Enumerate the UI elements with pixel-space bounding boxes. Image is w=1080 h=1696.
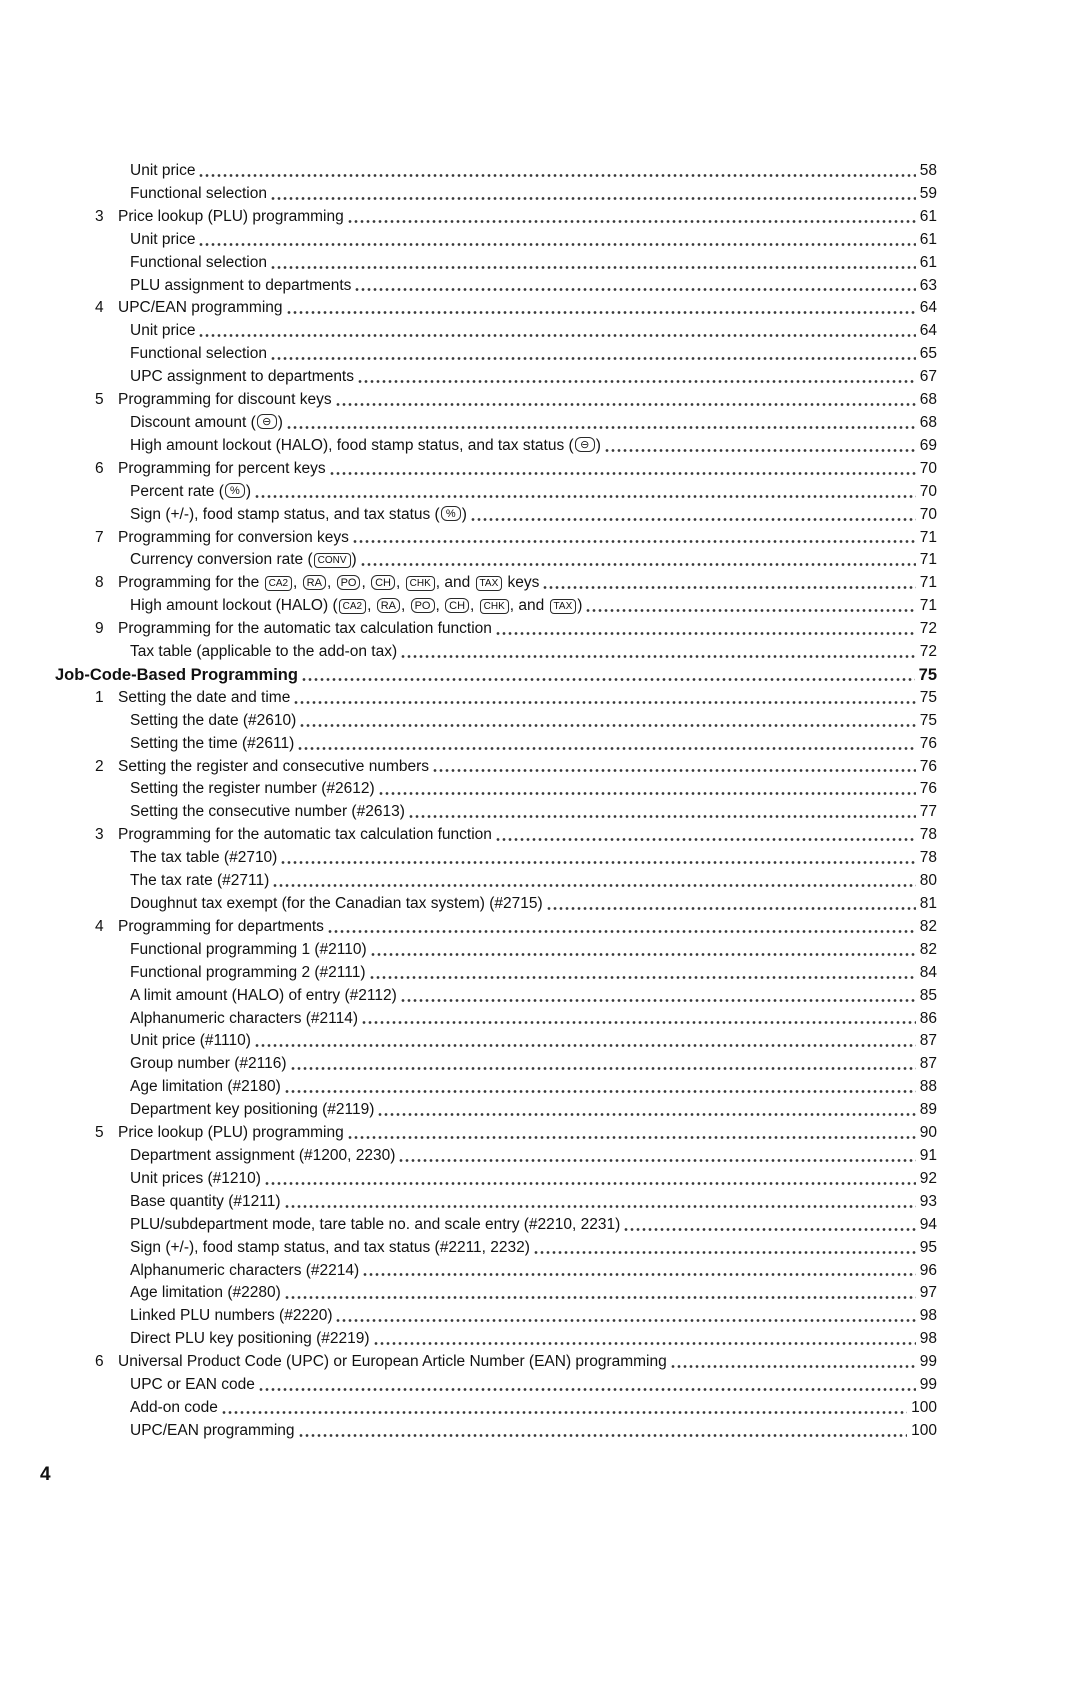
discount-key-icon: ⊖ bbox=[575, 437, 595, 452]
dot-leader bbox=[336, 402, 916, 407]
toc-entry-label: UPC/EAN programming bbox=[130, 1421, 295, 1439]
dot-leader bbox=[543, 585, 915, 590]
toc-entry-label: Base quantity (#1211) bbox=[130, 1192, 281, 1210]
toc-entry-page: 96 bbox=[919, 1261, 937, 1279]
toc-entry-label: Tax table (applicable to the add-on tax) bbox=[130, 643, 398, 661]
toc-entry bbox=[55, 1099, 937, 1122]
toc-entry bbox=[55, 893, 937, 916]
conv-key-icon: CONV bbox=[314, 553, 351, 568]
toc-entry-label: Setting the register and consecutive numbers bbox=[118, 757, 430, 775]
toc-entry bbox=[55, 1168, 937, 1191]
ca2-key-icon: CA2 bbox=[339, 599, 366, 614]
dot-leader bbox=[534, 1250, 916, 1255]
toc-entry-page: 67 bbox=[919, 368, 937, 386]
toc-entry-page: 68 bbox=[919, 391, 937, 409]
toc-entry bbox=[55, 1260, 937, 1283]
toc-entry-page: 71 bbox=[919, 551, 937, 569]
toc-entry bbox=[55, 1282, 937, 1305]
toc-entry bbox=[55, 297, 937, 320]
toc-entry bbox=[55, 206, 937, 229]
toc-entry-label: Percent rate ( % ) bbox=[130, 482, 252, 500]
po-key-icon: PO bbox=[411, 598, 435, 613]
toc-entry-label: Programming for departments bbox=[118, 917, 324, 935]
dot-leader bbox=[299, 1433, 908, 1438]
toc-entry-label: Price lookup (PLU) programming bbox=[118, 207, 344, 225]
toc-entry-label: UPC/EAN programming bbox=[118, 299, 283, 317]
po-key-icon: PO bbox=[337, 575, 361, 590]
dot-leader bbox=[285, 1204, 916, 1209]
toc-entry-label: Direct PLU key positioning (#2219) bbox=[130, 1330, 370, 1348]
toc-entry-page: 58 bbox=[919, 162, 937, 179]
toc-entry bbox=[55, 366, 937, 389]
toc-entry-label: Unit price bbox=[130, 162, 196, 179]
toc-entry-page: 81 bbox=[919, 895, 937, 912]
toc-entry bbox=[55, 549, 937, 572]
dot-leader bbox=[496, 631, 916, 636]
toc-entry-label: Programming for the automatic tax calculation function bbox=[118, 620, 492, 638]
dot-leader bbox=[199, 173, 915, 178]
toc-entry-page: 70 bbox=[919, 482, 937, 500]
toc-entry bbox=[55, 1053, 937, 1076]
toc-entry bbox=[55, 343, 937, 366]
toc-entry-label: Programming for conversion keys bbox=[118, 528, 349, 546]
toc-entry bbox=[55, 641, 937, 664]
toc-entry-page: 89 bbox=[919, 1101, 937, 1119]
dot-leader bbox=[302, 677, 915, 682]
toc-entry-page: 59 bbox=[919, 184, 937, 202]
dot-leader bbox=[287, 310, 916, 315]
toc-entry bbox=[55, 916, 937, 939]
toc-entry-page: 72 bbox=[919, 620, 937, 638]
toc-entry-label: Functional selection bbox=[130, 345, 267, 363]
dot-leader bbox=[496, 837, 916, 842]
percent-key-icon: % bbox=[225, 483, 245, 498]
dot-leader bbox=[291, 1066, 916, 1071]
toc-entry-page: 77 bbox=[919, 803, 937, 821]
toc-entry-page: 71 bbox=[919, 597, 937, 615]
toc-entry-page: 90 bbox=[919, 1124, 937, 1142]
dot-leader bbox=[586, 608, 915, 613]
toc-entry-label: Alphanumeric characters (#2114) bbox=[130, 1009, 359, 1027]
toc-entry-page: 98 bbox=[919, 1307, 937, 1325]
dot-leader bbox=[273, 883, 915, 888]
toc-section bbox=[55, 664, 937, 687]
toc-entry-page: 76 bbox=[919, 757, 937, 775]
toc-entry-label: Currency conversion rate ( CONV ) bbox=[130, 551, 357, 569]
toc-entry-page: 97 bbox=[919, 1284, 937, 1302]
toc-entry bbox=[55, 1076, 937, 1099]
toc-entry bbox=[55, 572, 937, 595]
toc-entry-page: 63 bbox=[919, 276, 937, 294]
toc-entry-label: Unit price bbox=[130, 322, 196, 340]
chk-key-icon: CHK bbox=[480, 599, 509, 614]
dot-leader bbox=[348, 219, 916, 224]
toc-entry bbox=[55, 687, 937, 710]
toc-entry bbox=[55, 320, 937, 343]
dot-leader bbox=[285, 1295, 916, 1300]
toc-entry bbox=[55, 847, 937, 870]
dot-leader bbox=[378, 1112, 915, 1117]
toc-entry-page: 61 bbox=[919, 230, 937, 248]
toc-entry-page: 64 bbox=[919, 322, 937, 340]
dot-leader bbox=[409, 814, 916, 819]
toc-entry-page: 94 bbox=[919, 1215, 937, 1233]
toc-entry-page: 91 bbox=[919, 1146, 937, 1164]
toc-entry bbox=[55, 1008, 937, 1031]
toc-entry bbox=[55, 939, 937, 962]
dot-leader bbox=[336, 1318, 915, 1323]
dot-leader bbox=[362, 1020, 916, 1025]
toc-entry-page: 98 bbox=[919, 1330, 937, 1348]
toc-entry bbox=[55, 1305, 937, 1328]
toc-entry-label: Unit prices (#1210) bbox=[130, 1169, 261, 1187]
dot-leader bbox=[294, 700, 915, 705]
toc-list bbox=[55, 160, 937, 1443]
toc-entry-label: Functional programming 1 (#2110) bbox=[130, 940, 367, 958]
toc-entry bbox=[55, 756, 937, 779]
toc-entry bbox=[55, 1397, 937, 1420]
toc-entry-page: 78 bbox=[919, 826, 937, 844]
toc-entry-label: Age limitation (#2280) bbox=[130, 1284, 281, 1302]
toc-entry-page: 76 bbox=[919, 734, 937, 752]
toc-entry-label: Unit price (#1110) bbox=[130, 1032, 251, 1050]
toc-entry-number: 4 bbox=[95, 917, 104, 935]
toc-entry-page: 75 bbox=[919, 711, 937, 729]
toc-entry-label: Alphanumeric characters (#2214) bbox=[130, 1261, 360, 1279]
toc-entry-label: Setting the consecutive number (#2613) bbox=[130, 803, 405, 821]
toc-entry-label: The tax rate (#2711) bbox=[130, 872, 270, 890]
toc-entry-page: 70 bbox=[919, 505, 937, 523]
toc-entry bbox=[55, 1374, 937, 1397]
chk-key-icon: CHK bbox=[406, 576, 435, 591]
dot-leader bbox=[374, 1341, 916, 1346]
toc-entry-label: PLU assignment to departments bbox=[130, 276, 352, 294]
toc-entry-page: 99 bbox=[919, 1353, 937, 1371]
toc-entry-label: Add-on code bbox=[130, 1398, 218, 1416]
toc-entry-page: 78 bbox=[919, 849, 937, 867]
toc-entry bbox=[55, 801, 937, 824]
toc-entry-label: Discount amount ( ⊖ ) bbox=[130, 413, 283, 431]
dot-leader bbox=[371, 952, 916, 957]
toc-entry-label: The tax table (#2710) bbox=[130, 849, 278, 867]
toc-entry bbox=[55, 870, 937, 893]
toc-entry bbox=[55, 733, 937, 756]
dot-leader bbox=[370, 975, 916, 980]
dot-leader bbox=[379, 791, 916, 796]
toc-entry-page: 75 bbox=[918, 665, 937, 684]
dot-leader bbox=[355, 287, 915, 292]
dot-leader bbox=[363, 1272, 916, 1277]
toc-entry-number: 8 bbox=[95, 574, 104, 592]
toc-entry-label: Linked PLU numbers (#2220) bbox=[130, 1307, 333, 1325]
toc-entry-label: Programming for discount keys bbox=[118, 391, 332, 409]
dot-leader bbox=[358, 379, 916, 384]
ra-key-icon: RA bbox=[377, 598, 400, 613]
ch-key-icon: CH bbox=[445, 598, 469, 613]
toc-entry bbox=[55, 389, 937, 412]
toc-entry-label: UPC or EAN code bbox=[130, 1376, 255, 1394]
dot-leader bbox=[199, 242, 915, 247]
toc-entry-page: 80 bbox=[919, 872, 937, 890]
toc-entry bbox=[55, 458, 937, 481]
toc-entry bbox=[55, 824, 937, 847]
toc-entry-page: 87 bbox=[919, 1055, 937, 1073]
dot-leader bbox=[401, 998, 916, 1003]
toc-entry-page: 75 bbox=[919, 688, 937, 706]
dot-leader bbox=[265, 1181, 916, 1186]
toc-entry-label: Unit price bbox=[130, 230, 196, 248]
toc-entry-number: 1 bbox=[95, 688, 104, 706]
discount-key-icon: ⊖ bbox=[257, 414, 277, 429]
toc-entry-label: A limit amount (HALO) of entry (#2112) bbox=[130, 986, 397, 1004]
dot-leader bbox=[433, 768, 916, 773]
toc-entry bbox=[55, 229, 937, 252]
toc-entry bbox=[55, 1237, 937, 1260]
toc-entry-label: Programming for the automatic tax calculation function bbox=[118, 826, 492, 844]
toc-entry-label: Sign (+/-), food stamp status, and tax status ( % ) bbox=[130, 505, 467, 523]
toc-entry-label: Department assignment (#1200, 2230) bbox=[130, 1146, 396, 1164]
toc-entry-number: 7 bbox=[95, 528, 104, 546]
toc-entry-label: Functional programming 2 (#2111) bbox=[130, 963, 366, 981]
toc-entry-label: Price lookup (PLU) programming bbox=[118, 1124, 344, 1142]
dot-leader bbox=[271, 196, 916, 201]
toc-entry-page: 82 bbox=[919, 940, 937, 958]
page-number: 4 bbox=[40, 1464, 51, 1485]
toc-entry bbox=[55, 527, 937, 550]
toc-entry-page: 84 bbox=[919, 963, 937, 981]
toc-entry-page: 71 bbox=[919, 574, 937, 592]
toc-entry-number: 3 bbox=[95, 826, 104, 844]
dot-leader bbox=[399, 1158, 915, 1163]
toc-entry-page: 76 bbox=[919, 780, 937, 798]
toc-entry bbox=[55, 252, 937, 275]
toc-entry-number: 9 bbox=[95, 620, 104, 638]
toc-entry-page: 95 bbox=[919, 1238, 937, 1256]
toc-entry-label: Job-Code-Based Programming bbox=[55, 665, 298, 684]
ch-key-icon: CH bbox=[371, 575, 395, 590]
toc-entry-label: Sign (+/-), food stamp status, and tax status (#2211, 2232) bbox=[130, 1238, 530, 1256]
dot-leader bbox=[671, 1364, 916, 1369]
toc-entry-label: PLU/subdepartment mode, tare table no. and scale entry (#2210, 2231) bbox=[130, 1215, 621, 1233]
dot-leader bbox=[547, 906, 916, 911]
toc-entry bbox=[55, 595, 937, 618]
toc-entry-page: 72 bbox=[919, 643, 937, 661]
toc-entry-page: 61 bbox=[919, 253, 937, 271]
toc-entry-page: 88 bbox=[919, 1078, 937, 1096]
toc-entry bbox=[55, 1191, 937, 1214]
dot-leader bbox=[361, 562, 916, 567]
tax-key-icon: TAX bbox=[476, 576, 503, 591]
toc-entry-page: 65 bbox=[919, 345, 937, 363]
dot-leader bbox=[281, 860, 915, 865]
dot-leader bbox=[271, 265, 916, 270]
toc-entry-page: 93 bbox=[919, 1192, 937, 1210]
toc-entry bbox=[55, 710, 937, 733]
toc-entry-page: 69 bbox=[919, 436, 937, 454]
toc-entry-label: Department key positioning (#2119) bbox=[130, 1101, 375, 1119]
toc-entry bbox=[55, 160, 937, 183]
toc-entry bbox=[55, 1328, 937, 1351]
toc-entry-page: 64 bbox=[919, 299, 937, 317]
toc-entry bbox=[55, 435, 937, 458]
toc-entry-label: Setting the date and time bbox=[118, 688, 291, 706]
dot-leader bbox=[285, 1089, 916, 1094]
ra-key-icon: RA bbox=[303, 575, 326, 590]
toc-entry bbox=[55, 504, 937, 527]
dot-leader bbox=[328, 929, 916, 934]
dot-leader bbox=[471, 517, 916, 522]
toc-entry-label: Group number (#2116) bbox=[130, 1055, 287, 1073]
toc-entry bbox=[55, 618, 937, 641]
toc-entry bbox=[55, 183, 937, 206]
dot-leader bbox=[271, 356, 916, 361]
toc-entry-label: Setting the time (#2611) bbox=[130, 734, 295, 752]
toc-entry-label: High amount lockout (HALO), food stamp status, and tax status ( ⊖ ) bbox=[130, 436, 601, 454]
toc-entry-label: Functional selection bbox=[130, 184, 267, 202]
toc-entry bbox=[55, 275, 937, 298]
dot-leader bbox=[222, 1410, 907, 1415]
toc-entry-page: 70 bbox=[919, 459, 937, 477]
toc-entry bbox=[55, 1145, 937, 1168]
dot-leader bbox=[287, 425, 916, 430]
toc-entry bbox=[55, 412, 937, 435]
toc-entry-number: 6 bbox=[95, 1353, 104, 1371]
toc-entry-page: 61 bbox=[919, 207, 937, 225]
toc-entry-number: 3 bbox=[95, 207, 104, 225]
toc-entry-page: 100 bbox=[911, 1421, 937, 1439]
toc-entry-number: 5 bbox=[95, 391, 104, 409]
toc-entry-label: Programming for the CA2 , RA , PO , CH , CHK , and TAX keys bbox=[118, 574, 540, 592]
dot-leader bbox=[401, 654, 916, 659]
toc-entry bbox=[55, 1351, 937, 1374]
toc-entry-label: Universal Product Code (UPC) or European Article Number (EAN) programming bbox=[118, 1353, 667, 1371]
toc-entry-page: 92 bbox=[919, 1169, 937, 1187]
toc-entry bbox=[55, 1214, 937, 1237]
toc-entry-number: 2 bbox=[95, 757, 104, 775]
percent-key-icon: % bbox=[441, 506, 461, 521]
dot-leader bbox=[259, 1387, 916, 1392]
toc-entry-label: Setting the date (#2610) bbox=[130, 711, 297, 729]
dot-leader bbox=[348, 1135, 916, 1140]
toc-entry bbox=[55, 481, 937, 504]
toc-entry-number: 6 bbox=[95, 459, 104, 477]
dot-leader bbox=[605, 448, 916, 453]
toc-entry-label: Setting the register number (#2612) bbox=[130, 780, 375, 798]
toc-entry-label: Functional selection bbox=[130, 253, 267, 271]
tax-key-icon: TAX bbox=[550, 599, 577, 614]
dot-leader bbox=[255, 494, 916, 499]
toc-entry-label: Age limitation (#2180) bbox=[130, 1078, 281, 1096]
toc-entry-label: UPC assignment to departments bbox=[130, 368, 354, 386]
toc-entry-page: 71 bbox=[919, 528, 937, 546]
dot-leader bbox=[624, 1227, 915, 1232]
toc-entry-page: 86 bbox=[919, 1009, 937, 1027]
toc-entry bbox=[55, 985, 937, 1008]
toc-entry bbox=[55, 1122, 937, 1145]
dot-leader bbox=[255, 1043, 916, 1048]
toc-entry-page: 87 bbox=[919, 1032, 937, 1050]
dot-leader bbox=[300, 723, 915, 728]
toc-entry bbox=[55, 778, 937, 801]
toc-entry-number: 5 bbox=[95, 1124, 104, 1142]
toc-entry-label: High amount lockout (HALO) ( CA2 , RA , PO , CH , CHK , and TAX ) bbox=[130, 597, 583, 615]
toc-entry-label: Programming for percent keys bbox=[118, 459, 326, 477]
toc-entry-number: 4 bbox=[95, 299, 104, 317]
toc-entry-page: 85 bbox=[919, 986, 937, 1004]
dot-leader bbox=[353, 539, 916, 544]
dot-leader bbox=[199, 333, 915, 338]
ca2-key-icon: CA2 bbox=[265, 576, 292, 591]
toc-entry-page: 68 bbox=[919, 413, 937, 431]
dot-leader bbox=[298, 746, 915, 751]
toc-entry bbox=[55, 1420, 937, 1443]
toc-entry-page: 99 bbox=[919, 1376, 937, 1394]
toc-entry-label: Doughnut tax exempt (for the Canadian tax system) (#2715) bbox=[130, 895, 543, 912]
toc-entry bbox=[55, 1030, 937, 1053]
toc-entry-page: 82 bbox=[919, 917, 937, 935]
toc-entry-page: 100 bbox=[911, 1398, 937, 1416]
toc-entry bbox=[55, 962, 937, 985]
dot-leader bbox=[330, 471, 916, 476]
